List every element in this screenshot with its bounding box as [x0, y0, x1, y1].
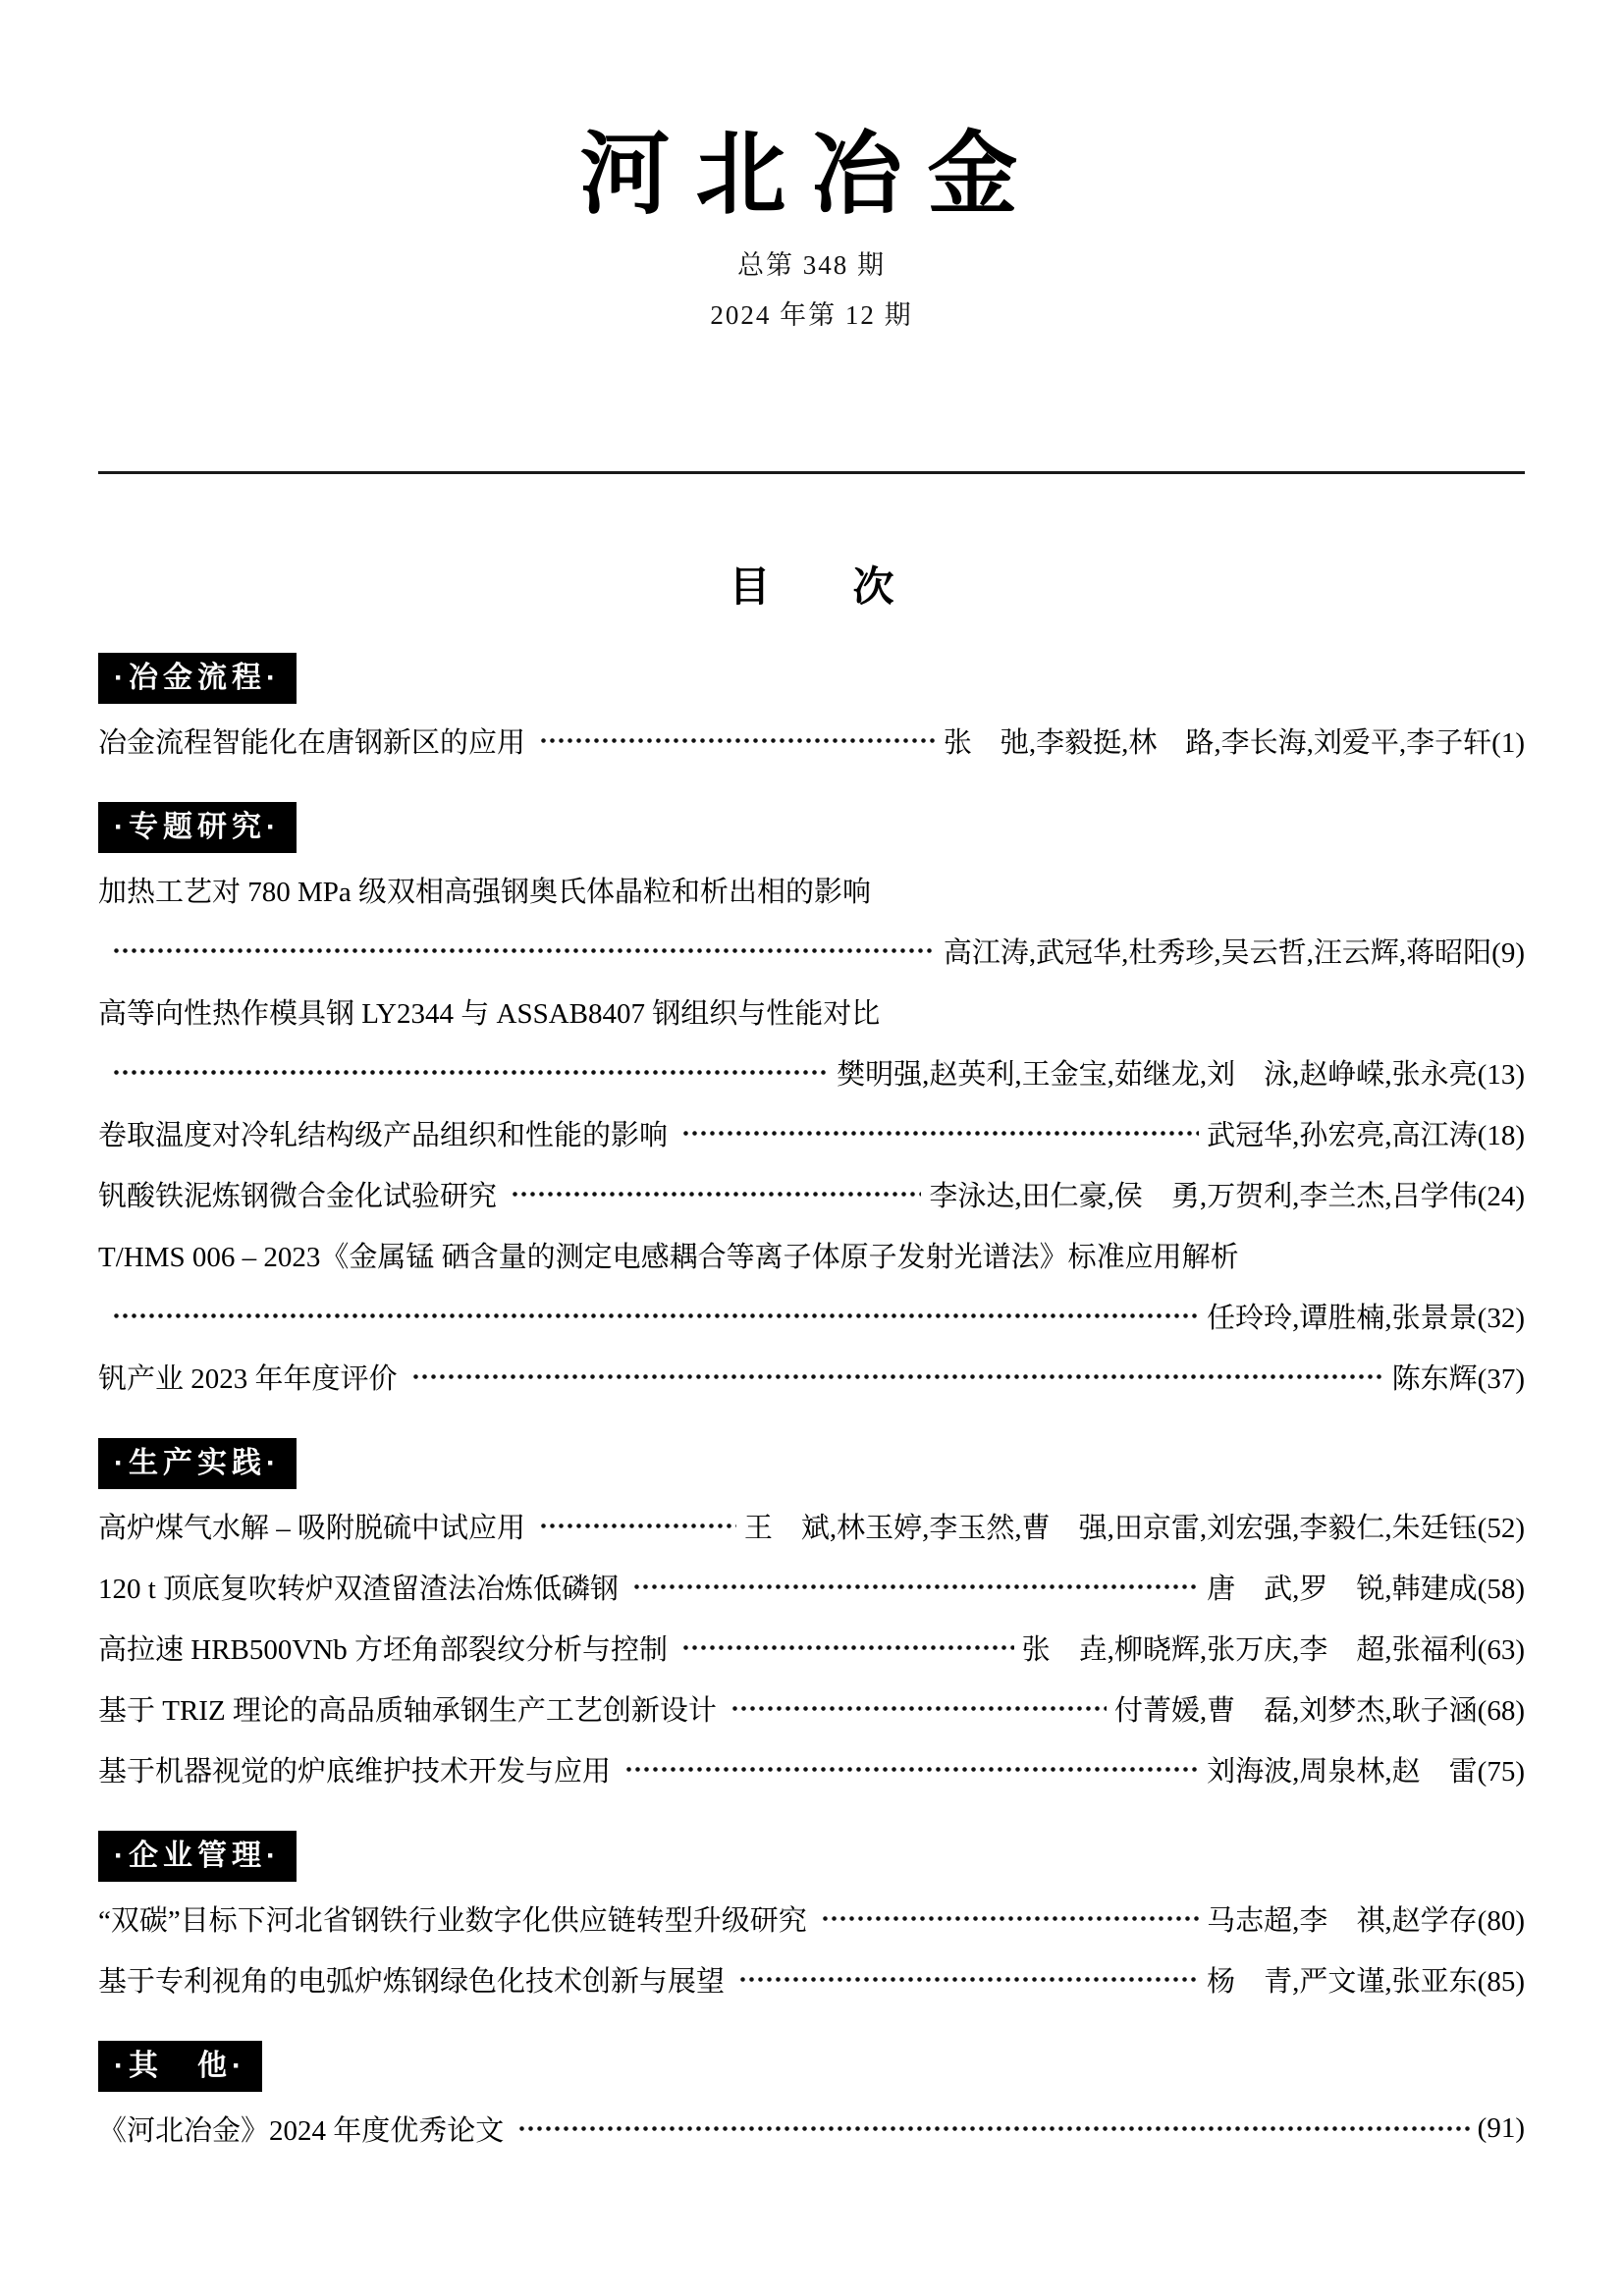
toc-heading: 目 次 — [729, 563, 894, 610]
dot-leader — [539, 710, 936, 771]
dot-leader — [632, 1556, 1199, 1617]
section-badge: ·其 他· — [98, 2041, 262, 2092]
entry-title: 钒产业 2023 年年度评价 — [98, 1362, 398, 1395]
dot-leader — [411, 1346, 1384, 1407]
entry-authors-page: 唐 武,罗 锐,韩建成(58) — [1207, 1573, 1525, 1605]
toc-entry — [98, 1163, 1525, 1224]
toc-entry — [98, 1949, 1525, 2009]
toc-entry — [98, 1617, 1525, 1678]
entry-authors-page: 陈东辉(37) — [1391, 1362, 1525, 1395]
toc-entry — [98, 2098, 1525, 2159]
section-badge: ·生产实践· — [98, 1438, 297, 1489]
issue-number: 总第 348 期 — [737, 250, 886, 280]
entry-authors-page: 任玲玲,谭胜楠,张景景(32) — [1207, 1302, 1525, 1334]
toc-entry — [98, 1678, 1525, 1738]
dot-leader — [517, 2098, 1469, 2159]
entry-authors-page: 马志超,李 祺,赵学存(80) — [1207, 1904, 1525, 1937]
entry-title: 高等向性热作模具钢 LY2344 与 ASSAB8407 钢组织与性能对比 — [98, 997, 881, 1030]
entry-title: 高炉煤气水解 – 吸附脱硫中试应用 — [98, 1512, 526, 1544]
entry-title: 加热工艺对 780 MPa 级双相高强钢奥氏体晶粒和析出相的影响 — [98, 876, 872, 908]
divider-rule — [98, 471, 1525, 474]
entry-authors-page: 武冠华,孙宏亮,高江涛(18) — [1207, 1119, 1525, 1151]
toc-entry — [98, 710, 1525, 771]
toc-body — [98, 653, 1525, 2159]
entry-authors-page: 李泳达,田仁豪,侯 勇,万贺利,李兰杰,吕学伟(24) — [929, 1180, 1525, 1212]
entry-title: 《河北冶金》2024 年度优秀论文 — [98, 2114, 505, 2147]
toc-entry-byline-line — [98, 1041, 1525, 1102]
dot-leader — [821, 1888, 1199, 1949]
issue-date: 2024 年第 12 期 — [710, 300, 913, 330]
dot-leader — [681, 1102, 1199, 1163]
toc-entry-byline-line — [98, 920, 1525, 981]
entry-title: 冶金流程智能化在唐钢新区的应用 — [98, 726, 526, 759]
entry-authors-page: (91) — [1477, 2111, 1525, 2144]
entry-title: 基于 TRIZ 理论的高品质轴承钢生产工艺创新设计 — [98, 1694, 717, 1727]
toc-entry — [98, 1738, 1525, 1799]
section-others — [98, 2041, 1525, 2159]
entry-title: 卷取温度对冷轧结构级产品组织和性能的影响 — [98, 1119, 669, 1151]
dot-leader — [112, 920, 936, 981]
masthead — [98, 0, 1525, 332]
entry-authors-page: 樊明强,赵英利,王金宝,茹继龙,刘 泳,赵峥嵘,张永亮(13) — [837, 1058, 1525, 1091]
dot-leader — [539, 1495, 736, 1556]
toc-entry-byline-line — [98, 1285, 1525, 1346]
dot-leader — [511, 1163, 921, 1224]
entry-authors-page: 张 垚,柳晓辉,张万庆,李 超,张福利(63) — [1021, 1633, 1525, 1666]
dot-leader — [730, 1678, 1107, 1738]
journal-title: 河北冶金 — [579, 125, 1044, 225]
entry-title: 高拉速 HRB500VNb 方坯角部裂纹分析与控制 — [98, 1633, 669, 1666]
toc-entry-title-line — [98, 1224, 1525, 1285]
dot-leader — [624, 1738, 1199, 1799]
section-special-research — [98, 802, 1525, 1407]
entry-authors-page: 王 斌,林玉婷,李玉然,曹 强,田京雷,刘宏强,李毅仁,朱廷钰(52) — [743, 1512, 1525, 1544]
dot-leader — [738, 1949, 1199, 2009]
entry-title: 基于机器视觉的炉底维护技术开发与应用 — [98, 1755, 612, 1788]
toc-entry — [98, 1888, 1525, 1949]
entry-authors-page: 高江涛,武冠华,杜秀珍,吴云哲,汪云辉,蒋昭阳(9) — [943, 936, 1525, 969]
section-badge: ·专题研究· — [98, 802, 297, 853]
section-badge: ·企业管理· — [98, 1831, 297, 1882]
dot-leader — [112, 1285, 1199, 1346]
section-production-practice — [98, 1438, 1525, 1799]
section-metallurgy-process — [98, 653, 1525, 771]
toc-entry-title-line — [98, 859, 1525, 920]
toc-entry — [98, 1556, 1525, 1617]
dot-leader — [681, 1617, 1014, 1678]
toc-entry — [98, 1346, 1525, 1407]
toc-entry — [98, 1102, 1525, 1163]
entry-title: T/HMS 006 – 2023《金属锰 硒含量的测定电感耦合等离子体原子发射光谱法》标准应用解析 — [98, 1241, 1239, 1273]
section-enterprise-management — [98, 1831, 1525, 2009]
section-badge: ·冶金流程· — [98, 653, 297, 704]
entry-title: 120 t 顶底复吹转炉双渣留渣法冶炼低磷钢 — [98, 1573, 620, 1605]
entry-authors-page: 张 弛,李毅挺,林 路,李长海,刘爱平,李子轩(1) — [943, 726, 1525, 759]
toc-entry — [98, 1495, 1525, 1556]
dot-leader — [112, 1041, 829, 1102]
entry-authors-page: 付菁媛,曹 磊,刘梦杰,耿子涵(68) — [1113, 1694, 1525, 1727]
entry-title: 基于专利视角的电弧炉炼钢绿色化技术创新与展望 — [98, 1965, 726, 1998]
entry-title: “双碳”目标下河北省钢铁行业数字化供应链转型升级研究 — [98, 1904, 807, 1937]
entry-title: 钒酸铁泥炼钢微合金化试验研究 — [98, 1180, 498, 1212]
entry-authors-page: 杨 青,严文谨,张亚东(85) — [1207, 1965, 1525, 1998]
entry-authors-page: 刘海波,周泉林,赵 雷(75) — [1207, 1755, 1525, 1788]
toc-entry-title-line — [98, 981, 1525, 1041]
